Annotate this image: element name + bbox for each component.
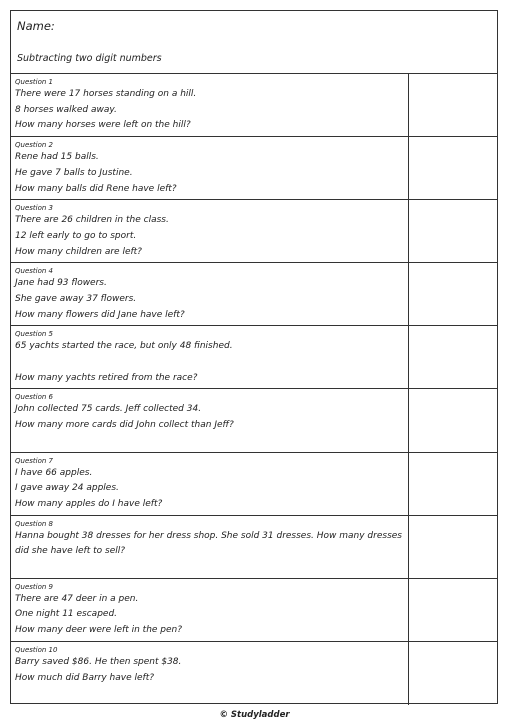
question-line [15,355,404,371]
question-row [11,263,497,326]
copyright-footer: © Studyladder [219,710,290,720]
question-cell [11,516,409,578]
question-line: 65 yachts started the race, but only 48 finished. [15,341,233,352]
question-line: John collected 75 cards. Jeff collected 34. [15,404,202,415]
question-cell [11,642,409,705]
question-cell [11,326,409,388]
question-row [11,200,497,263]
question-number: Question 10 [15,645,58,654]
answer-box[interactable] [409,137,497,199]
question-line: How much did Barry have left? [15,672,154,683]
answer-box[interactable] [409,326,497,388]
question-line: 12 left early to go to sport. [15,230,137,241]
answer-box[interactable] [409,453,497,515]
question-line: Jane had 93 flowers. [15,278,107,289]
question-line: 8 horses walked away. [15,104,117,115]
question-line: There are 26 children in the class. [15,215,169,226]
question-number: Question 3 [15,204,53,213]
question-line: I gave away 24 apples. [15,483,119,494]
question-row [11,137,497,200]
name-label: Name: [17,19,55,33]
question-number: Question 9 [15,582,53,591]
question-number: Question 8 [15,519,53,528]
question-cell [11,200,409,262]
question-cell [11,579,409,641]
question-line: I have 66 apples. [15,467,93,478]
question-line: Barry saved $86. He then spent $38. [15,656,182,667]
question-row [11,74,497,137]
question-number: Question 7 [15,456,53,465]
question-number: Question 4 [15,267,53,276]
question-line: How many apples do I have left? [15,498,163,509]
question-cell [11,137,409,199]
question-row [11,389,497,452]
question-line: How many balls did Rene have left? [15,183,177,194]
question-row [11,516,497,579]
question-line: How many yachts retired from the race? [15,372,198,383]
question-number: Question 6 [15,393,53,402]
answer-box[interactable] [409,516,497,578]
question-table [11,74,497,705]
question-line: How many more cards did John collect than Jeff? [15,420,234,431]
question-cell [11,263,409,325]
question-line: How many flowers did Jane have left? [15,309,185,320]
question-line: There are 47 deer in a pen. [15,593,139,604]
question-line: How many horses were left on the hill? [15,120,191,131]
question-line: How many deer were left in the pen? [15,625,183,636]
question-number: Question 2 [15,141,53,150]
worksheet-title: Subtracting two digit numbers [17,53,162,64]
question-line: How many children are left? [15,246,142,257]
question-row [11,453,497,516]
question-line: Rene had 15 balls. [15,152,99,163]
worksheet-header [11,11,497,74]
answer-box[interactable] [409,74,497,136]
question-row [11,579,497,642]
question-number: Question 5 [15,330,53,339]
question-row [11,642,497,705]
question-line: Hanna bought 38 dresses for her dress shop. She sold 31 dresses. How many dresses did she have left to sell? [15,530,402,557]
question-line: One night 11 escaped. [15,609,118,620]
question-line: There were 17 horses standing on a hill. [15,89,197,99]
question-cell [11,453,409,515]
question-number: Question 1 [15,78,53,86]
worksheet [10,10,498,704]
answer-box[interactable] [409,200,497,262]
answer-box[interactable] [409,263,497,325]
question-line: She gave away 37 flowers. [15,293,137,304]
question-line: He gave 7 balls to Justine. [15,167,133,178]
answer-box[interactable] [409,579,497,641]
question-cell [11,74,409,136]
answer-box[interactable] [409,642,497,705]
question-cell [11,389,409,451]
answer-box[interactable] [409,389,497,451]
question-row [11,326,497,389]
